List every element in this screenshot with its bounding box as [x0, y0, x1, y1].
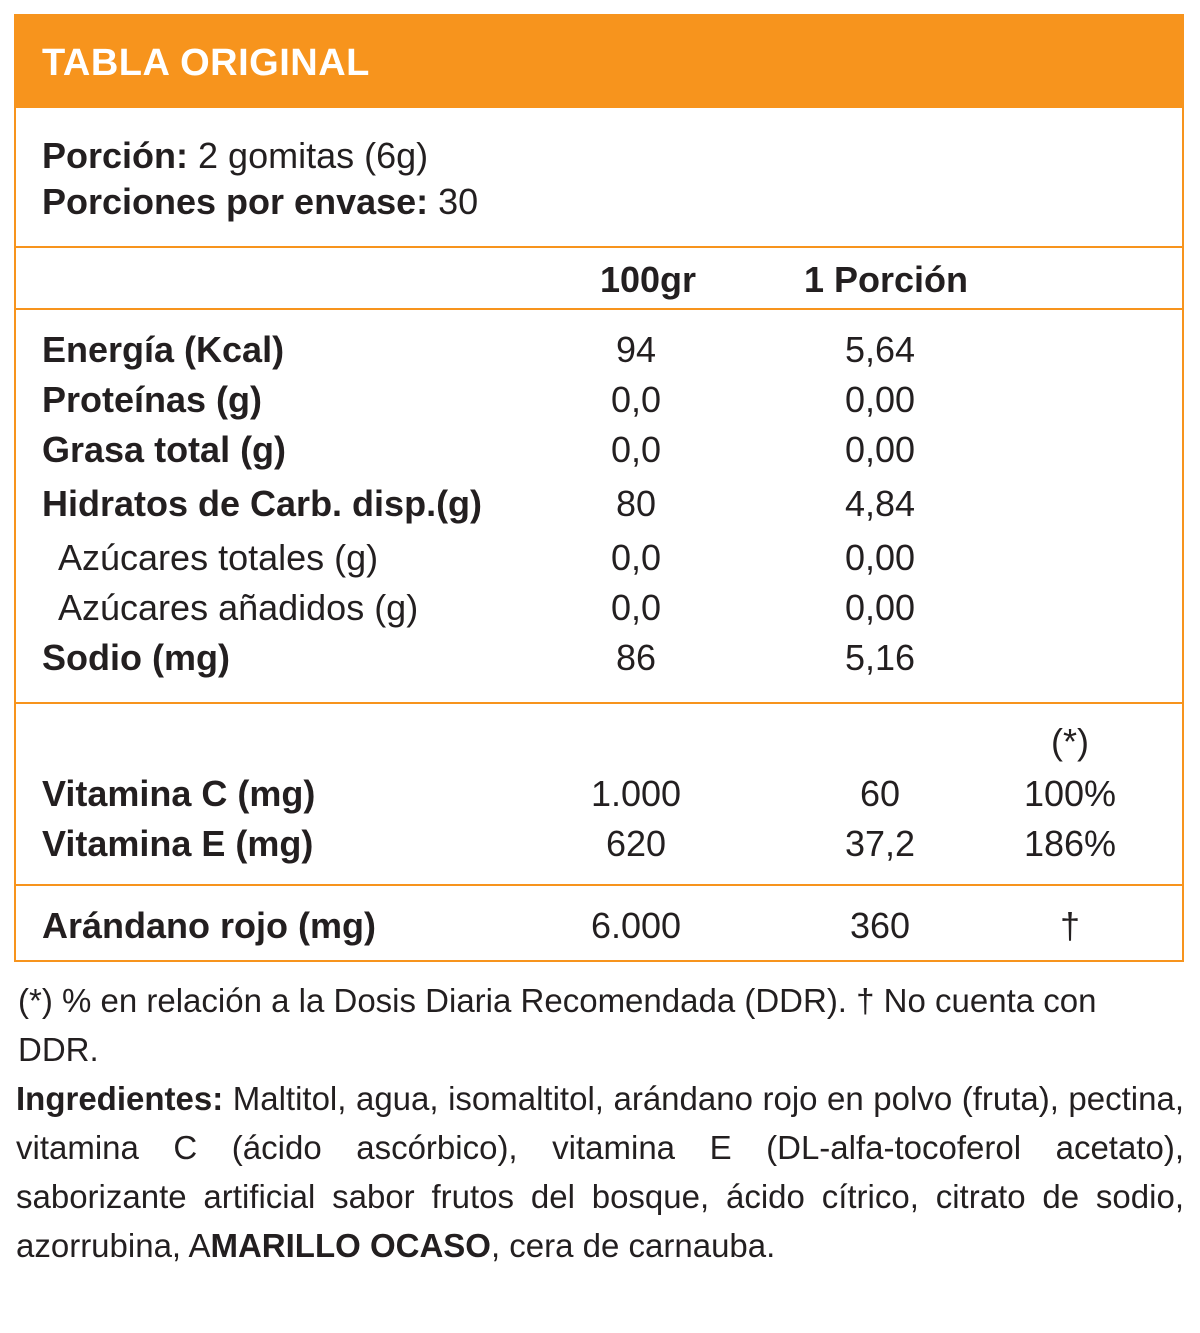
ingredients-paragraph: [16, 1074, 1184, 1270]
row-label: Vitamina C (mg): [42, 773, 316, 814]
row-value-portion: 60: [859, 773, 901, 814]
row-value-100gr: 0,0: [610, 379, 662, 420]
footnote-line: DDR.: [18, 1031, 99, 1068]
row-value-portion: 360: [849, 905, 911, 946]
row-value-100gr: 0,0: [610, 587, 662, 628]
footnote-line: (*) % en relación a la Dosis Diaria Recomendada (DDR). † No cuenta con: [18, 982, 1097, 1019]
portion-value: 2 gomitas (6g): [188, 135, 429, 176]
per-pack-label: Porciones por envase:: [42, 181, 429, 222]
ingredients-tail: , cera de carnauba.: [490, 1227, 776, 1264]
portion-label: Porción:: [42, 135, 189, 176]
row-value-100gr: 86: [615, 637, 657, 678]
row-label: Hidratos de Carb. disp.(g): [42, 483, 483, 524]
row-value-portion: 5,16: [844, 637, 916, 678]
serving-per-pack: [42, 181, 479, 222]
row-label: Sodio (mg): [42, 637, 230, 678]
row-value-portion: 0,00: [844, 537, 916, 578]
row-value-100gr: 94: [615, 329, 657, 370]
column-header-ddr: (*): [1051, 721, 1089, 762]
row-label: Arándano rojo (mg): [42, 905, 376, 946]
row-value-ddr: 186%: [1023, 823, 1117, 864]
row-label: Proteínas (g): [42, 379, 263, 420]
table-header: [16, 16, 1182, 108]
ingredients-bold-text: MARILLO OCASO: [210, 1227, 491, 1264]
row-value-ddr: 100%: [1023, 773, 1117, 814]
row-label: Azúcares totales (g): [58, 537, 379, 578]
row-value-100gr: 80: [615, 483, 657, 524]
serving-portion: [42, 135, 429, 176]
divider: [16, 702, 1182, 704]
divider: [16, 246, 1182, 248]
row-value-portion: 0,00: [844, 379, 916, 420]
divider: [16, 884, 1182, 886]
row-label: Azúcares añadidos (g): [58, 587, 419, 628]
row-value-portion: 0,00: [844, 429, 916, 470]
row-label: Grasa total (g): [42, 429, 287, 470]
column-header-portion: 1 Porción: [803, 259, 969, 300]
row-value-100gr: 0,0: [610, 429, 662, 470]
footnote: [18, 976, 1184, 1074]
row-value-portion: 37,2: [844, 823, 916, 864]
ingredients-label: Ingredientes:: [16, 1080, 224, 1117]
divider: [16, 308, 1182, 310]
row-value-100gr: 620: [605, 823, 667, 864]
row-value-ddr: †: [1059, 905, 1081, 946]
table-title: TABLA ORIGINAL: [42, 42, 370, 84]
row-value-100gr: 6.000: [590, 905, 682, 946]
row-value-portion: 4,84: [844, 483, 916, 524]
per-pack-value: 30: [428, 181, 479, 222]
row-value-100gr: 1.000: [590, 773, 682, 814]
column-header-100gr: 100gr: [599, 259, 697, 300]
ingredients-text: Maltitol, agua, isomaltitol, arándano rojo en polvo (fruta), pectina, vitamina C (ácido ascórbico), vitamina E (DL-alfa-tocoferol acetato), saborizante artificial sabor frutos del bosque, ácido cítrico, citrato de sodio, azorrubina, A: [16, 1080, 1184, 1264]
row-value-100gr: 0,0: [610, 537, 662, 578]
row-value-portion: 0,00: [844, 587, 916, 628]
nutrition-table: [14, 14, 1184, 962]
row-label: Vitamina E (mg): [42, 823, 314, 864]
row-label: Energía (Kcal): [42, 329, 285, 370]
row-value-portion: 5,64: [844, 329, 916, 370]
